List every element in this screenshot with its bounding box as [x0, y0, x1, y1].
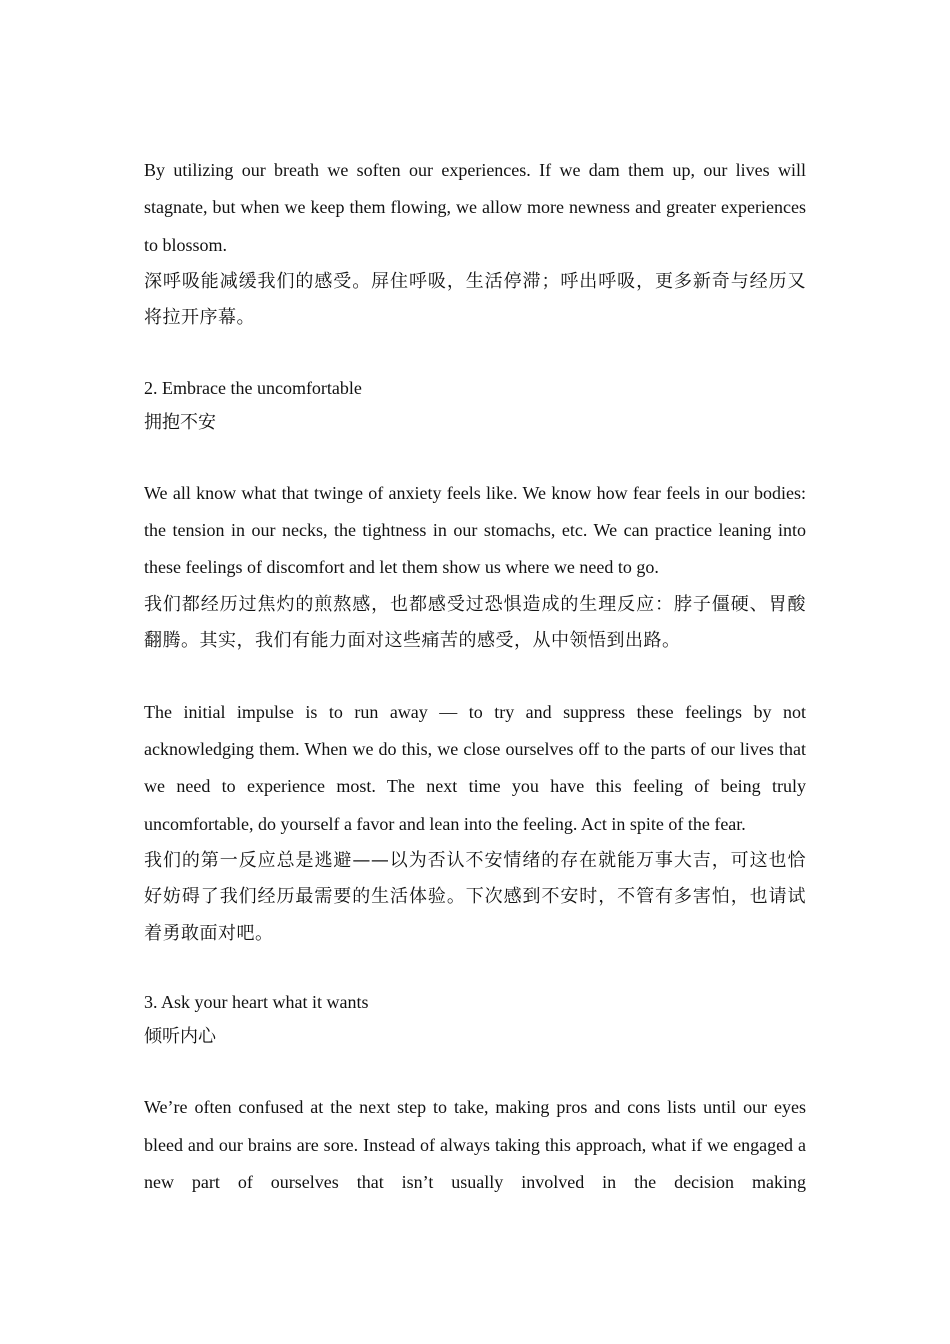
paragraph-breath-zh: 深呼吸能减缓我们的感受。屏住呼吸，生活停滞；呼出呼吸，更多新奇与经历又将拉开序幕。	[144, 270, 806, 329]
spacer	[144, 441, 806, 475]
spacer	[144, 660, 806, 694]
spacer	[144, 1055, 806, 1089]
spacer	[144, 337, 806, 371]
section-heading-embrace-en: 2. Embrace the uncomfortable	[144, 377, 362, 398]
paragraph-impulse-zh: 我们的第一反应总是逃避——以为否认不安情绪的存在就能万事大吉，可这也恰好妨碍了我们经历最需要的生活体验。下次感到不安时，不管有多害怕，也请试着勇敢面对吧。	[144, 849, 806, 944]
paragraph-impulse-en: The initial impulse is to run away — to try and suppress these feelings by not acknowledging them. When we do this, we close ourselves off to the parts of our lives that we need to experience most. The next time you have this feeling of being truly uncomfortable, do yourself a favor and lean into the feeling. Act in spite of the fear.	[144, 701, 806, 834]
spacer	[144, 952, 806, 985]
section-heading-embrace-zh: 拥抱不安	[144, 411, 216, 433]
document-page	[144, 152, 806, 1201]
section-heading-heart-en: 3. Ask your heart what it wants	[144, 992, 369, 1013]
section-heading-heart-zh: 倾听内心	[144, 1026, 216, 1048]
paragraph-anxiety-zh: 我们都经历过焦灼的煎熬感，也都感受过恐惧造成的生理反应：脖子僵硬、胃酸翻腾。其实，我们有能力面对这些痛苦的感受，从中领悟到出路。	[144, 593, 806, 652]
paragraph-anxiety-en: We all know what that twinge of anxiety feels like. We know how fear feels in our bodies: the tension in our necks, the tightness in our stomachs, etc. We can practice leaning into these feelings of discomfort and let them show us where we need to go.	[144, 482, 806, 578]
paragraph-breath-en: By utilizing our breath we soften our experiences. If we dam them up, our lives will stagnate, but when we keep them flowing, we allow more newness and greater experiences to blossom.	[144, 160, 806, 255]
paragraph-decision-en: We’re often confused at the next step to take, making pros and cons lists until our eyes bleed and our brains are sore. Instead of always taking this approach, what if we engaged a new part of ourselves that isn’t usually involved in the decision making	[144, 1097, 806, 1193]
